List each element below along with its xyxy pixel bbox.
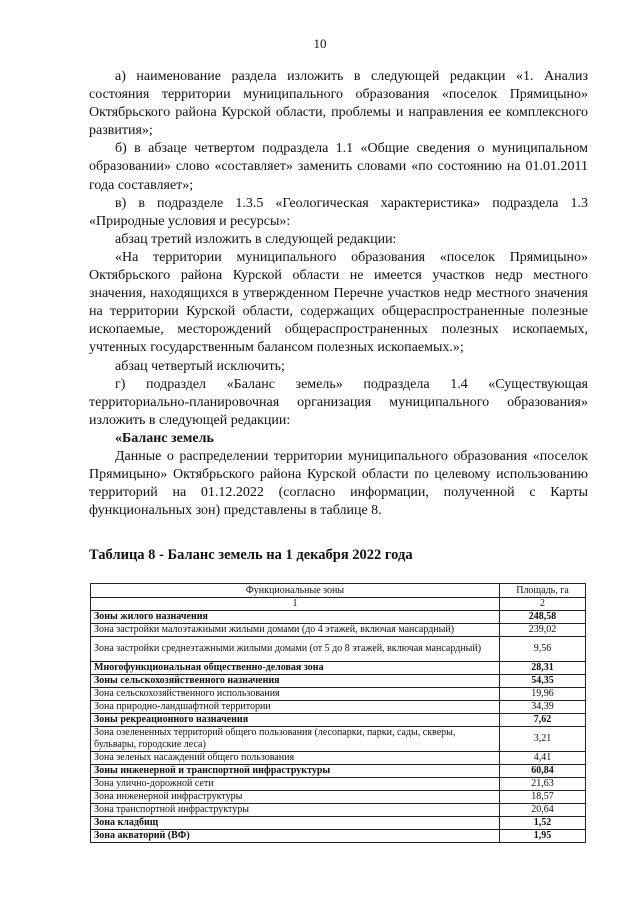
zone-cell: Зона озелененных территорий общего пользования (лесопарки, парки, сады, скверы, бульвары, городские леса) <box>91 726 500 751</box>
area-cell: 1,95 <box>500 829 586 842</box>
header-zones: Функциональные зоны <box>91 584 500 598</box>
header-area: Площадь, га <box>500 584 586 598</box>
paragraph-exclude: абзац четвертый исключить; <box>115 358 285 374</box>
table-row <box>91 751 586 764</box>
page-number: 10 <box>313 36 327 51</box>
area-cell: 54,35 <box>500 674 586 687</box>
table-row <box>91 713 586 726</box>
table-row <box>91 803 586 816</box>
area-cell: 20,64 <box>500 803 586 816</box>
column-number-2: 2 <box>500 598 586 611</box>
area-cell: 60,84 <box>500 764 586 777</box>
area-cell: 3,21 <box>500 726 586 751</box>
paragraph-d: г) подраздел «Баланс земель» подраздела 1.4 «Существующая территориально-планировочная организация муниципального образования» изложить в следующей редакции: <box>89 376 588 428</box>
zone-cell: Зона акваторий (ВФ) <box>91 829 500 842</box>
table-row <box>91 700 586 713</box>
zone-cell: Зона сельскохозяйственного использования <box>91 687 500 700</box>
section-heading: «Баланс земель <box>115 430 214 446</box>
zone-cell: Зона природно-ландшафтной территории <box>91 700 500 713</box>
area-cell: 9,56 <box>500 636 586 661</box>
paragraph-quote: «На территории муниципального образования «поселок Прямицыно» Октябрьского района Курской области не имеется участков недр местного значения, находящихся в утвержденном Перечне участков недр местного значения на территории Курской области, содержащих общераспространенные полезные ископаемые, месторождений общераспространенных полезных ископаемых, учтенных государственным балансом полезных ископаемых.»; <box>89 249 588 356</box>
zone-cell: Зоны сельскохозяйственного назначения <box>91 674 500 687</box>
table-row <box>91 790 586 803</box>
area-cell: 1,52 <box>500 816 586 829</box>
table-row <box>91 674 586 687</box>
amendment-text <box>89 68 588 520</box>
table-row <box>91 829 586 842</box>
zone-cell: Зона застройки малоэтажными жилыми домами (до 4 этажей, включая мансардный) <box>91 623 500 636</box>
area-cell: 34,39 <box>500 700 586 713</box>
table-row <box>91 764 586 777</box>
area-cell: 18,57 <box>500 790 586 803</box>
zone-cell: Зона инженерной инфраструктуры <box>91 790 500 803</box>
zone-cell: Зона зеленых насаждений общего пользования <box>91 751 500 764</box>
table-column-numbers <box>91 598 586 611</box>
area-cell: 248,58 <box>500 610 586 623</box>
paragraph-c: в) в подразделе 1.3.5 «Геологическая характеристика» подраздела 1.3 «Природные условия и ресурсы»: <box>89 195 588 229</box>
paragraph-a: а) наименование раздела изложить в следующей редакции «1. Анализ состояния территории муниципального образования «поселок Прямицыно» Октябрьского района Курской области, проблемы и направления ее комплексного развития»; <box>89 69 588 139</box>
area-cell: 21,63 <box>500 777 586 790</box>
zone-cell: Зона застройки среднеэтажными жилыми домами (от 5 до 8 этажей, включая мансардный) <box>91 636 500 661</box>
paragraph-b: б) в абзаце четвертом подраздела 1.1 «Общие сведения о муниципальном образовании» слово «составляет» заменить словами «по состоянию на 01.01.2011 года составляет»; <box>89 141 588 193</box>
area-cell: 28,31 <box>500 661 586 674</box>
zone-cell: Зоны инженерной и транспортной инфраструктуры <box>91 764 500 777</box>
table-title: Таблица 8 - Баланс земель на 1 декабря 2022 года <box>89 547 413 563</box>
table-row <box>91 816 586 829</box>
zone-cell: Многофункциональная общественно-деловая зона <box>91 661 500 674</box>
paragraph-data: Данные о распределении территории муниципального образования «поселок Прямицыно» Октябрьского района Курской области по целевому использованию территорий на 01.12.2022 (согласно информации, полученной с Карты функциональных зон) представлены в таблице 8. <box>89 448 588 519</box>
paragraph-c-intro: абзац третий изложить в следующей редакции: <box>115 231 397 247</box>
table-header-row <box>91 584 586 598</box>
area-cell: 7,62 <box>500 713 586 726</box>
table-row <box>91 726 586 751</box>
column-number-1: 1 <box>91 598 500 611</box>
zone-cell: Зона транспортной инфраструктуры <box>91 803 500 816</box>
table-row <box>91 636 586 661</box>
area-cell: 239,02 <box>500 623 586 636</box>
area-cell: 19,96 <box>500 687 586 700</box>
table-row <box>91 777 586 790</box>
table-row <box>91 687 586 700</box>
zone-cell: Зона улично-дорожной сети <box>91 777 500 790</box>
area-cell: 4,41 <box>500 751 586 764</box>
zone-cell: Зоны жилого назначения <box>91 610 500 623</box>
table-row <box>91 661 586 674</box>
zone-cell: Зоны рекреационного назначения <box>91 713 500 726</box>
land-balance-table <box>90 583 586 843</box>
table-row <box>91 623 586 636</box>
table-row <box>91 610 586 623</box>
zone-cell: Зона кладбищ <box>91 816 500 829</box>
